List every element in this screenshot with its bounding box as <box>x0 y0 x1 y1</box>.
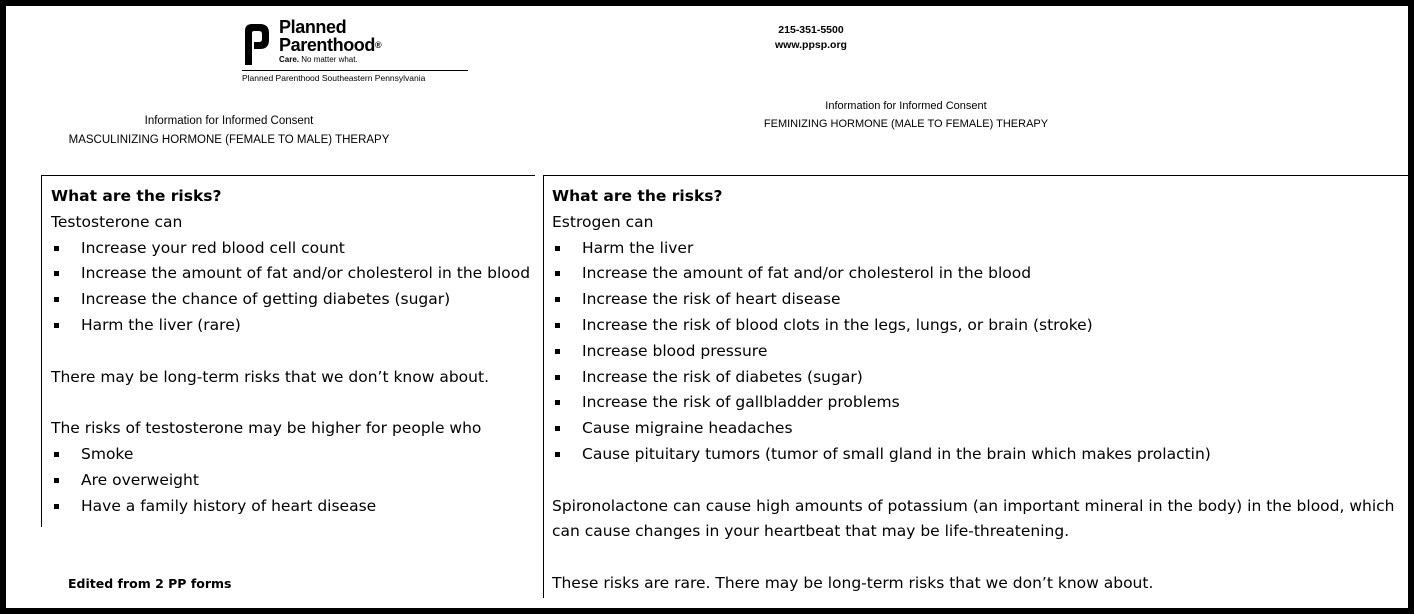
planned-parenthood-logo <box>242 18 482 92</box>
planned-parenthood-p-icon <box>242 21 272 67</box>
spironolactone-note: Spironolactone can cause high amounts of potassium (an important mineral in the body) in the blood, which can cause changes in your heartbeat that may be life-threatening. <box>552 496 1395 541</box>
square-bullet-icon <box>555 426 560 431</box>
list-item: Increase the risk of heart disease <box>552 287 1398 313</box>
contact-info <box>706 23 916 53</box>
square-bullet-icon <box>54 271 59 276</box>
list-item: Smoke <box>51 442 535 468</box>
square-bullet-icon <box>555 375 560 380</box>
list-item: Increase the amount of fat and/or cholesterol in the blood <box>552 261 1398 287</box>
right-form-heading <box>746 97 1066 133</box>
right-heading-line2: FEMINIZING HORMONE (MALE TO FEMALE) THERAPY <box>763 118 1049 130</box>
left-risks-title: What are the risks? <box>51 187 222 205</box>
list-item: Increase the risk of blood clots in the legs, lungs, or brain (stroke) <box>552 313 1398 339</box>
square-bullet-icon <box>555 349 560 354</box>
square-bullet-icon <box>54 323 59 328</box>
website-url: www.ppsp.org <box>775 39 847 51</box>
logo-word-parenthood: Parenthood® <box>279 35 382 55</box>
list-item: Increase your red blood cell count <box>51 236 535 262</box>
list-item: Harm the liver <box>552 236 1398 262</box>
list-item: Increase the amount of fat and/or cholesterol in the blood <box>51 261 535 287</box>
list-item: Cause migraine headaches <box>552 416 1398 442</box>
list-item: Are overweight <box>51 468 535 494</box>
left-heading-line1: Information for Informed Consent <box>144 115 314 127</box>
list-item: Increase the chance of getting diabetes (sugar) <box>51 287 535 313</box>
square-bullet-icon <box>54 246 59 251</box>
square-bullet-icon <box>54 504 59 509</box>
higher-risk-intro: The risks of testosterone may be higher for people who <box>51 419 482 438</box>
list-item: Increase blood pressure <box>552 339 1398 365</box>
left-risks-intro: Testosterone can <box>51 212 183 231</box>
higher-risk-list <box>51 442 535 519</box>
square-bullet-icon <box>555 323 560 328</box>
square-bullet-icon <box>54 478 59 483</box>
list-item: Increase the risk of gallbladder problems <box>552 390 1398 416</box>
square-bullet-icon <box>555 297 560 302</box>
logo-divider <box>242 70 468 71</box>
square-bullet-icon <box>54 452 59 457</box>
affiliate-name: Planned Parenthood Southeastern Pennsylvania <box>242 73 426 83</box>
document-page <box>6 6 1408 608</box>
right-rare-note: These risks are rare. There may be long-term risks that we don’t know about. <box>552 573 1154 592</box>
logo-word-planned: Planned <box>279 17 347 37</box>
list-item: Cause pituitary tumors (tumor of small gland in the brain which makes prolactin) <box>552 442 1398 468</box>
left-heading-line2: MASCULINIZING HORMONE (FEMALE TO MALE) THERAPY <box>68 134 390 146</box>
square-bullet-icon <box>555 271 560 276</box>
square-bullet-icon <box>555 246 560 251</box>
feminizing-risks-panel <box>543 175 1408 598</box>
list-item: Harm the liver (rare) <box>51 313 535 339</box>
right-heading-line1: Information for Informed Consent <box>825 100 987 112</box>
masculinizing-risks-panel <box>41 175 535 527</box>
right-risks-intro: Estrogen can <box>552 212 654 231</box>
logo-tagline: Care. No matter what. <box>279 55 358 64</box>
edited-note: Edited from 2 PP forms <box>68 576 232 591</box>
square-bullet-icon <box>555 400 560 405</box>
list-item: Have a family history of heart disease <box>51 494 535 520</box>
estrogen-risk-list <box>552 236 1398 468</box>
right-risks-title: What are the risks? <box>552 187 723 205</box>
square-bullet-icon <box>54 297 59 302</box>
left-form-heading <box>46 112 412 150</box>
phone-number: 215-351-5500 <box>778 24 844 36</box>
testosterone-risk-list <box>51 236 535 339</box>
left-long-term-note: There may be long-term risks that we don’t know about. <box>51 367 489 386</box>
list-item: Increase the risk of diabetes (sugar) <box>552 365 1398 391</box>
square-bullet-icon <box>555 452 560 457</box>
